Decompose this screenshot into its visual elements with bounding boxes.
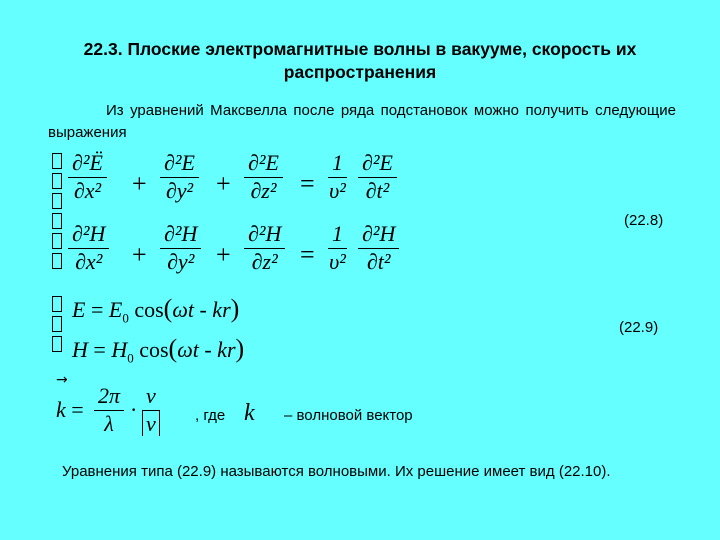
fraction: $\frac{\text{∂²H}}{\text{∂x²}}$ [68,222,109,274]
where-text: , где [195,407,226,424]
fraction: $\frac{1}{\text{υ²}}$ [329,150,346,203]
intro-text: Из уравнений Максвелла после ряда подстановок можно получить следующие выражения [48,102,676,141]
equals-sign: = [300,169,315,198]
wavevector-description: – волновой вектор [284,407,413,424]
vector-arrow-icon: → [56,372,68,388]
plus-sign: + [132,169,147,198]
fraction: $\frac{1}{\text{υ²}}$ [329,221,346,274]
plus-sign: + [216,169,231,198]
fraction: $\frac{\text{∂²E}}{\text{∂z²}}$ [244,151,283,203]
wavevector-lhs: k = [56,397,84,422]
fraction: $\frac{2\pi}{\lambda}$ [94,384,124,436]
system-brace-1 [52,153,62,273]
fraction: $\frac{\text{∂²H}}{\text{∂t²}}$ [358,222,399,274]
plus-sign: + [216,240,231,269]
plus-sign: + [132,240,147,269]
system-brace-2 [52,296,62,356]
fraction: ∂²Ё ∂x² [68,151,107,203]
equation-number: (22.9) [619,319,659,336]
fraction: $\frac{\text{∂²H}}{\text{∂z²}}$ [244,222,285,274]
fraction: $\frac{\text{∂²H}}{\text{∂y²}}$ [160,222,201,274]
fraction: $\frac{\text{∂²E}}{\text{∂t²}}$ [358,151,397,203]
equation-number: (22.8) [624,212,664,229]
k-symbol: k [244,400,255,426]
fraction: $\frac{\text{∂²E}}{\text{∂y²}}$ [160,151,199,203]
page-title: 22.3. Плоские электромагнитные волны в вакууме, скорость их распространения [83,39,637,82]
outro-paragraph: Уравнения типа (22.9) называются волновыми. Их решение имеет вид (22.10). [62,463,611,480]
fraction: $\frac{v}{v}$ [142,384,160,436]
solution-e: $E = E_0$ cos(ωt - kr) [72,294,240,326]
dot-operator: · [130,397,138,422]
solution-h: $H = H_0$ cos(ωt - kr) [72,334,245,366]
intro-paragraph [48,100,676,144]
equals-sign: = [300,240,315,269]
